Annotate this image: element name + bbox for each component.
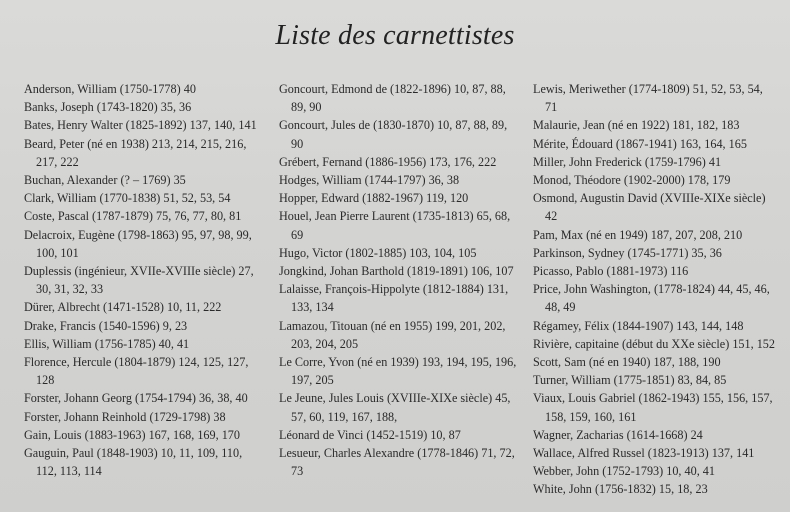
index-column-2	[279, 80, 519, 480]
index-entry: Price, John Washington, (1778-1824) 44, 45, 46, 48, 49	[533, 282, 770, 315]
index-entry: Régamey, Félix (1844-1907) 143, 144, 148	[533, 318, 744, 333]
index-entry: Parkinson, Sydney (1745-1771) 35, 36	[533, 245, 722, 260]
index-entry: Lamazou, Titouan (né en 1955) 199, 201, 202, 203, 204, 205	[279, 318, 506, 351]
index-entry: Monod, Théodore (1902-2000) 178, 179	[533, 173, 731, 188]
index-entry: Mérite, Édouard (1867-1941) 163, 164, 165	[533, 136, 747, 151]
index-entry: Turner, William (1775-1851) 83, 84, 85	[533, 373, 727, 388]
index-entry: Beard, Peter (né en 1938) 213, 214, 215, 216, 217, 222	[24, 136, 247, 169]
index-entry: White, John (1756-1832) 15, 18, 23	[533, 482, 708, 497]
index-entry: Wagner, Zacharias (1614-1668) 24	[533, 427, 703, 442]
index-entry: Lewis, Meriwether (1774-1809) 51, 52, 53, 54, 71	[533, 82, 763, 115]
index-entry: Delacroix, Eugène (1798-1863) 95, 97, 98, 99, 100, 101	[24, 227, 252, 260]
index-entry: Lesueur, Charles Alexandre (1778-1846) 71, 72, 73	[279, 446, 515, 479]
index-entry: Anderson, William (1750-1778) 40	[24, 82, 196, 96]
index-entry: Bates, Henry Walter (1825-1892) 137, 140, 141	[24, 118, 257, 133]
index-entry: Gauguin, Paul (1848-1903) 10, 11, 109, 110, 112, 113, 114	[24, 446, 243, 479]
index-entry: Hodges, William (1744-1797) 36, 38	[279, 173, 460, 188]
index-entry: Scott, Sam (né en 1940) 187, 188, 190	[533, 355, 721, 370]
index-column-1	[24, 80, 259, 480]
index-entry: Florence, Hercule (1804-1879) 124, 125, 127, 128	[24, 355, 249, 388]
index-entry: Goncourt, Edmond de (1822-1896) 10, 87, 88, 89, 90	[279, 82, 506, 115]
index-entry: Le Corre, Yvon (né en 1939) 193, 194, 195, 196, 197, 205	[279, 355, 517, 388]
index-entry: Dürer, Albrecht (1471-1528) 10, 11, 222	[24, 300, 222, 315]
index-entry: Buchan, Alexander (? – 1769) 35	[24, 173, 186, 188]
page-title: Liste des carnettistes	[275, 20, 515, 51]
index-entry: Banks, Joseph (1743-1820) 35, 36	[24, 100, 192, 115]
index-entry: Ellis, William (1756-1785) 40, 41	[24, 336, 190, 351]
index-entry: Drake, Francis (1540-1596) 9, 23	[24, 318, 188, 333]
index-entry: Léonard de Vinci (1452-1519) 10, 87	[279, 427, 461, 442]
index-entry: Forster, Johann Georg (1754-1794) 36, 38, 40	[24, 391, 248, 406]
index-entry: Pam, Max (né en 1949) 187, 207, 208, 210	[533, 227, 743, 242]
index-entry: Miller, John Frederick (1759-1796) 41	[533, 154, 722, 169]
index-entry: Gain, Louis (1883-1963) 167, 168, 169, 170	[24, 427, 240, 442]
index-entry: Hopper, Edward (1882-1967) 119, 120	[279, 191, 469, 206]
index-entry: Viaux, Louis Gabriel (1862-1943) 155, 156, 157, 158, 159, 160, 161	[533, 391, 773, 424]
index-entry: Webber, John (1752-1793) 10, 40, 41	[533, 464, 715, 479]
index-entry: Jongkind, Johan Barthold (1819-1891) 106, 107	[279, 264, 514, 279]
index-entry: Hugo, Victor (1802-1885) 103, 104, 105	[279, 245, 477, 260]
index-entry: Wallace, Alfred Russel (1823-1913) 137, 141	[533, 446, 755, 461]
index-entry: Le Jeune, Jules Louis (XVIIIe-XIXe siècle) 45, 57, 60, 119, 167, 188,	[279, 391, 511, 424]
index-entry: Clark, William (1770-1838) 51, 52, 53, 54	[24, 191, 231, 206]
index-column-3	[533, 80, 778, 499]
index-entry: Osmond, Augustin David (XVIIIe-XIXe siècle) 42	[533, 191, 766, 224]
index-entry: Grébert, Fernand (1886-1956) 173, 176, 222	[279, 154, 497, 169]
index-entry: Forster, Johann Reinhold (1729-1798) 38	[24, 409, 226, 424]
index-entry: Picasso, Pablo (1881-1973) 116	[533, 264, 689, 279]
index-entry: Goncourt, Jules de (1830-1870) 10, 87, 88, 89, 90	[279, 118, 508, 151]
index-entry: Duplessis (ingénieur, XVIIe-XVIIIe siècle) 27, 30, 31, 32, 33	[24, 264, 254, 297]
index-entry: Houel, Jean Pierre Laurent (1735-1813) 65, 68, 69	[279, 209, 511, 242]
index-entry: Malaurie, Jean (né en 1922) 181, 182, 183	[533, 118, 740, 133]
index-entry: Coste, Pascal (1787-1879) 75, 76, 77, 80, 81	[24, 209, 242, 224]
index-entry: Rivière, capitaine (début du XXe siècle) 151, 152	[533, 336, 775, 351]
index-entry: Lalaisse, François-Hippolyte (1812-1884) 131, 133, 134	[279, 282, 509, 315]
